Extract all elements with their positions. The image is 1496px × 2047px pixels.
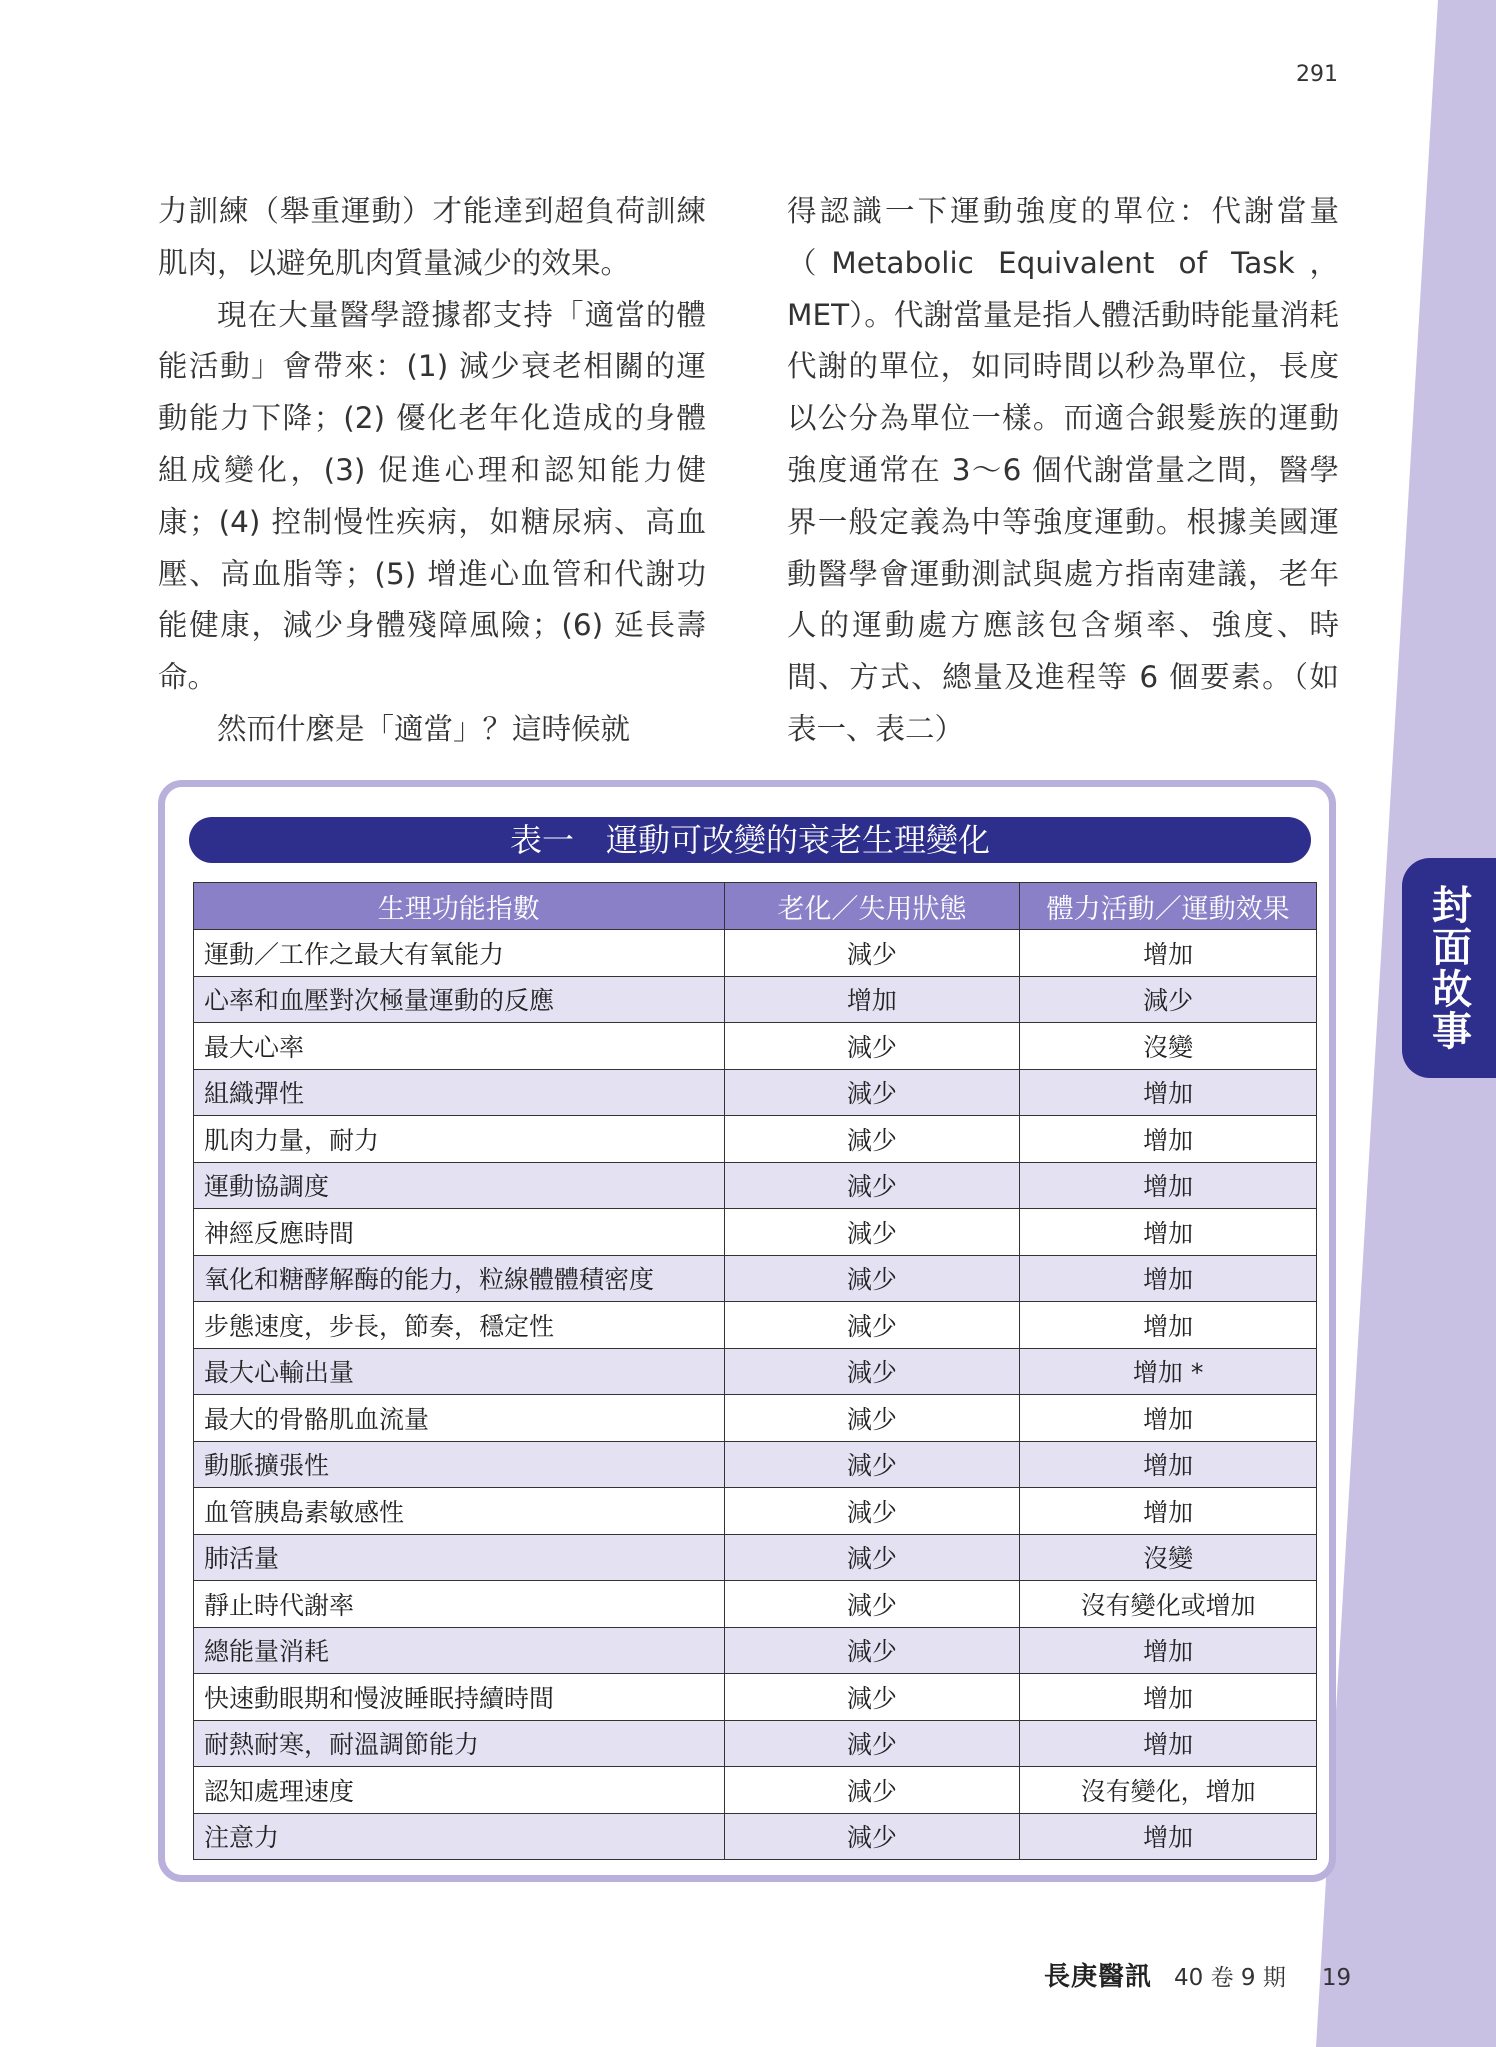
table-cell-index: 快速動眼期和慢波睡眠持續時間	[194, 1674, 725, 1721]
left-text-column	[158, 186, 706, 756]
table-title: 表一 運動可改變的衰老生理變化	[189, 817, 1311, 863]
table-cell-aging: 減少	[724, 1627, 1020, 1674]
table-cell-aging: 減少	[724, 1069, 1020, 1116]
table-row	[194, 1674, 1317, 1721]
table-cell-aging: 減少	[724, 1116, 1020, 1163]
table-row	[194, 1162, 1317, 1209]
table-cell-index: 步態速度，步長，節奏，穩定性	[194, 1302, 725, 1349]
table-cell-exercise: 增加	[1020, 1302, 1317, 1349]
column-header: 體力活動／運動效果	[1020, 883, 1317, 930]
table-cell-exercise: 沒有變化或增加	[1020, 1581, 1317, 1628]
table-row	[194, 1813, 1317, 1860]
table-cell-index: 總能量消耗	[194, 1627, 725, 1674]
table-cell-index: 氧化和糖酵解酶的能力，粒線體體積密度	[194, 1255, 725, 1302]
table-cell-exercise: 沒變	[1020, 1534, 1317, 1581]
table-cell-exercise: 增加	[1020, 1116, 1317, 1163]
table-cell-index: 動脈擴張性	[194, 1441, 725, 1488]
table-cell-aging: 減少	[724, 1441, 1020, 1488]
table-row	[194, 1116, 1317, 1163]
section-tab	[1402, 858, 1496, 1078]
table-cell-exercise: 增加	[1020, 1441, 1317, 1488]
table-cell-exercise: 增加	[1020, 1488, 1317, 1535]
table-row	[194, 1488, 1317, 1535]
column-header: 生理功能指數	[194, 883, 725, 930]
page-footer	[1044, 1956, 1351, 1993]
paragraph: 現在大量醫學證據都支持「適當的體能活動」會帶來：(1) 減少衰老相關的運動能力下降；(2) 優化老年化造成的身體組成變化，(3) 促進心理和認知能力健康；(4) 控制慢性疾病，如糖尿病、高血壓、高血脂等；(5) 增進心血管和代謝功能健康，減少身體殘障風險；(6) 延長壽命。	[158, 297, 706, 695]
table-cell-index: 耐熱耐寒，耐溫調節能力	[194, 1720, 725, 1767]
table-cell-aging: 減少	[724, 1534, 1020, 1581]
table-row	[194, 1348, 1317, 1395]
table-cell-index: 神經反應時間	[194, 1209, 725, 1256]
table-cell-exercise: 增加	[1020, 1395, 1317, 1442]
table-cell-aging: 減少	[724, 1767, 1020, 1814]
table-cell-index: 最大心輸出量	[194, 1348, 725, 1395]
table-row	[194, 1023, 1317, 1070]
table-row	[194, 1069, 1317, 1116]
paragraph: 力訓練（舉重運動）才能達到超負荷訓練肌肉，以避免肌肉質量減少的效果。	[158, 194, 706, 280]
table-cell-exercise: 增加 *	[1020, 1348, 1317, 1395]
top-page-number: 291	[1296, 62, 1338, 87]
table-cell-aging: 減少	[724, 1395, 1020, 1442]
paragraph: 得認識一下運動強度的單位：代謝當量（Metabolic Equivalent of Task，MET）。代謝當量是指人體活動時能量消耗代謝的單位，如同時間以秒為單位，長度以公分為單位一樣。而適合銀髮族的運動強度通常在 3～6 個代謝當量之間，醫學界一般定義為中等強度運動。根據美國運動醫學會運動測試與處方指南建議，老年人的運動處方應該包含頻率、強度、時間、方式、總量及進程等 6 個要素。（如表一、表二）	[787, 194, 1339, 746]
table-cell-exercise: 增加	[1020, 930, 1317, 977]
table-cell-exercise: 減少	[1020, 976, 1317, 1023]
column-header: 老化／失用狀態	[724, 883, 1020, 930]
table-cell-aging: 減少	[724, 1348, 1020, 1395]
table-cell-aging: 減少	[724, 1209, 1020, 1256]
table-cell-aging: 減少	[724, 1581, 1020, 1628]
table-cell-index: 最大心率	[194, 1023, 725, 1070]
table-row	[194, 1441, 1317, 1488]
table-cell-index: 注意力	[194, 1813, 725, 1860]
table-cell-index: 組織彈性	[194, 1069, 725, 1116]
table-cell-index: 心率和血壓對次極量運動的反應	[194, 976, 725, 1023]
table-cell-exercise: 增加	[1020, 1255, 1317, 1302]
table-cell-index: 運動／工作之最大有氧能力	[194, 930, 725, 977]
table-cell-index: 靜止時代謝率	[194, 1581, 725, 1628]
table-cell-index: 肌肉力量，耐力	[194, 1116, 725, 1163]
table-cell-exercise: 增加	[1020, 1813, 1317, 1860]
table-row	[194, 1302, 1317, 1349]
table-cell-aging: 減少	[724, 1488, 1020, 1535]
table-row	[194, 1209, 1317, 1256]
table-panel	[158, 780, 1336, 1882]
table-cell-aging: 減少	[724, 1674, 1020, 1721]
right-text-column	[787, 186, 1339, 756]
table-cell-exercise: 增加	[1020, 1209, 1317, 1256]
footer-page-number: 19	[1321, 1965, 1352, 1991]
section-tab-label: 封面故事	[1425, 884, 1472, 1052]
paragraph: 然而什麼是「適當」？這時候就	[217, 711, 631, 746]
table-cell-exercise: 沒有變化，增加	[1020, 1767, 1317, 1814]
table-row	[194, 930, 1317, 977]
table-row	[194, 1395, 1317, 1442]
table-cell-exercise: 沒變	[1020, 1023, 1317, 1070]
table-row	[194, 976, 1317, 1023]
aging-physiology-table	[193, 882, 1317, 1860]
table-cell-aging: 減少	[724, 1720, 1020, 1767]
table-header-row	[194, 883, 1317, 930]
table-cell-aging: 減少	[724, 1255, 1020, 1302]
table-body	[194, 930, 1317, 1860]
table-cell-exercise: 增加	[1020, 1720, 1317, 1767]
table-cell-index: 運動協調度	[194, 1162, 725, 1209]
table-row	[194, 1720, 1317, 1767]
table-row	[194, 1767, 1317, 1814]
issue-label: 40 卷 9 期	[1174, 1965, 1286, 1991]
table-cell-aging: 減少	[724, 1023, 1020, 1070]
table-cell-aging: 減少	[724, 930, 1020, 977]
table-cell-exercise: 增加	[1020, 1674, 1317, 1721]
table-cell-exercise: 增加	[1020, 1069, 1317, 1116]
table-cell-aging: 減少	[724, 1162, 1020, 1209]
table-cell-index: 最大的骨骼肌血流量	[194, 1395, 725, 1442]
table-row	[194, 1581, 1317, 1628]
table-cell-index: 肺活量	[194, 1534, 725, 1581]
journal-logo: 長庚醫訊	[1044, 1962, 1153, 1992]
table-cell-index: 血管胰島素敏感性	[194, 1488, 725, 1535]
table-cell-aging: 增加	[724, 976, 1020, 1023]
table-cell-exercise: 增加	[1020, 1627, 1317, 1674]
table-row	[194, 1255, 1317, 1302]
table-cell-index: 認知處理速度	[194, 1767, 725, 1814]
table-row	[194, 1627, 1317, 1674]
table-cell-exercise: 增加	[1020, 1162, 1317, 1209]
table-cell-aging: 減少	[724, 1302, 1020, 1349]
table-cell-aging: 減少	[724, 1813, 1020, 1860]
table-row	[194, 1534, 1317, 1581]
